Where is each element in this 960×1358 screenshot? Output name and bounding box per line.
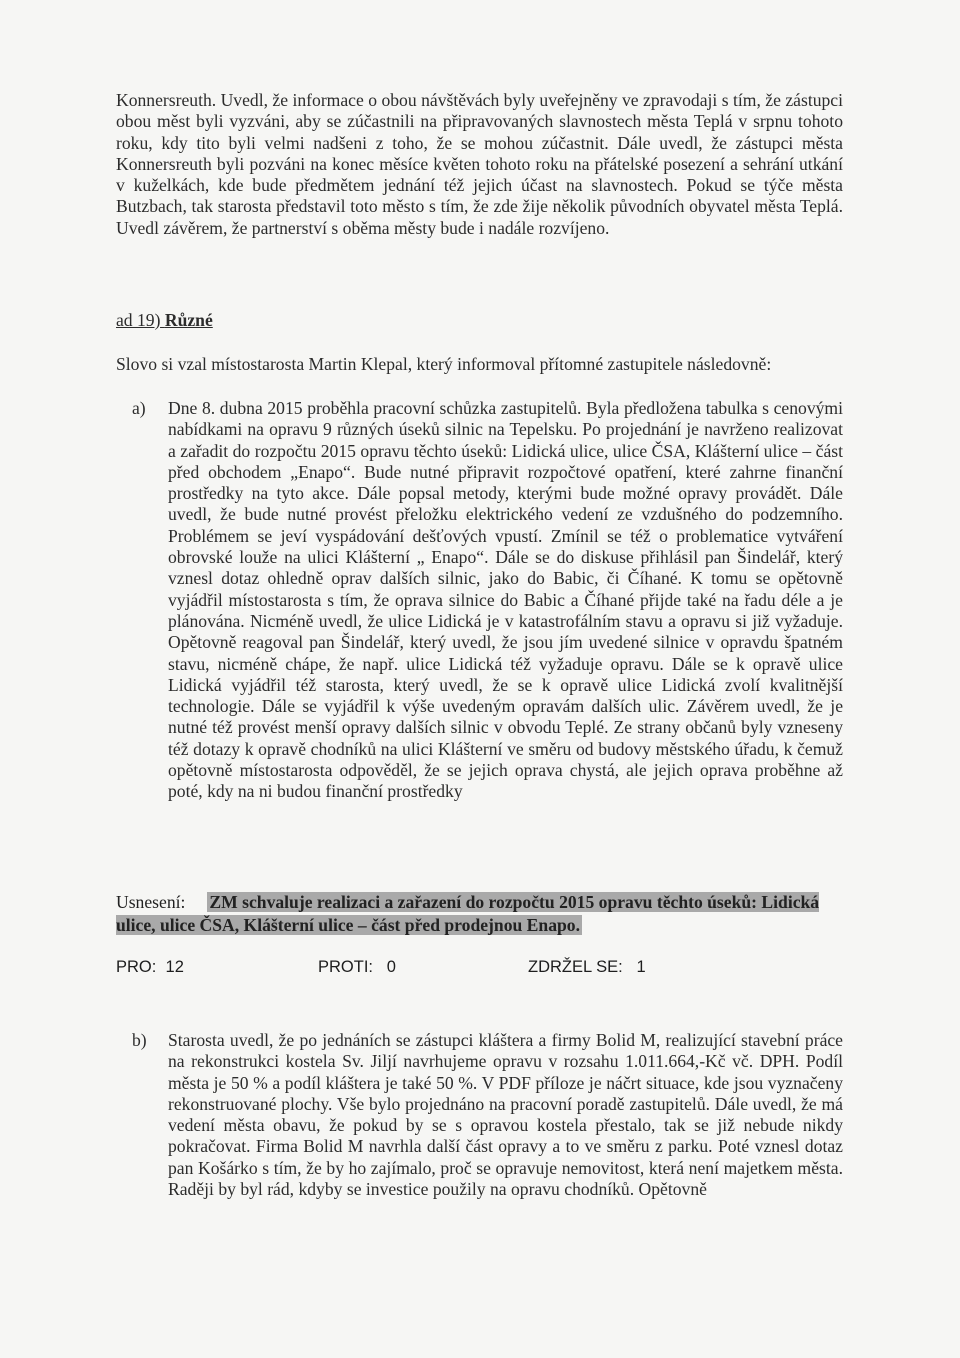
vote-zdrzel-value: 1 [636, 958, 646, 976]
list-item-label: a) [132, 398, 146, 418]
resolution-text: ZM schvaluje realizaci a zařazení do rozpočtu 2015 opravu těchto úseků: Lidická ulice, ulice ČSA, Klášterní ulice – část před prodejnou Enapo. [116, 892, 820, 935]
list-item-text: Starosta uvedl, že po jednáních se zástupci kláštera a firmy Bolid M, realizující stavební práce na rekonstrukci kostela Sv. Jiljí navrhujeme opravu v rozsahu 1.011.664,-Kč vč. DPH. Podíl města je 50 % a podíl kláštera je také 50 %. V PDF příloze je náčrt situace, kde jsou vyznačeny rekonstruované plochy. Vše bylo projednáno na pracovní poradě zastupitelů. Dále uvedl, že má vedení města obavu, že pokud by se s opravou kostela přestalo, tak se již nebude nikdy pokračovat. Firma Bolid M navrhla další část opravy a to ve směru z parku. Poté vznesl dotaz pan Košárko s tím, že by ho zajímalo, proč se opravuje nemovitost, která není majetkem města. Raději by byl rád, kdyby se investice použily na opravu chodníků. Opětovně [168, 1030, 843, 1200]
vote-proti [318, 958, 396, 977]
intro-paragraph: Konnersreuth. Uvedl, že informace o obou návštěvách byly uveřejněny ve zpravodaji s tím, že zástupci obou měst byli vyzváni, aby se zúčastnili na připravovaných slavnostech města Teplá v srpnu tohoto roku, kdy tito byli velmi nadšeni z toho, že se mohou zúčastnit. Dále uvedl, že zástupci města Konnersreuth byli pozváni na konec měsíce květen tohoto roku na přátelské posezení a sehrání utkání v kuželkách, kde bude předmětem jednání též jejich účast na slavnostech. Pokud se týče města Butzbach, tak starosta představil toto město s tím, že zde žije několik původních obyvatel města Teplá. Uvedl závěrem, že partnerství s oběma městy bude i nadále rozvíjeno. [116, 90, 843, 238]
vote-proti-label: PROTI: [318, 958, 374, 976]
section-heading [116, 310, 843, 331]
vote-result [116, 958, 843, 982]
vote-proti-value: 0 [386, 958, 396, 976]
vote-pro-label: PRO: [116, 958, 157, 976]
resolution-label: Usnesení: [116, 892, 186, 912]
intro-statement: Slovo si vzal místostarosta Martin Klepal, který informoval přítomné zastupitele následovně: [116, 354, 772, 374]
vote-pro [116, 958, 184, 977]
list-item-label: b) [132, 1030, 147, 1050]
resolution [116, 891, 843, 937]
section-title: Různé [164, 310, 213, 330]
vote-zdrzel [528, 958, 646, 977]
vote-pro-value: 12 [165, 958, 184, 976]
section-number: ad 19) [116, 310, 161, 330]
list-item-text: Dne 8. dubna 2015 proběhla pracovní schůzka zastupitelů. Byla předložena tabulka s cenovými nabídkami na opravu 9 různých úseků silnic na Tepelsku. Po projednání je navrženo realizovat a zařadit do rozpočtu 2015 opravu těchto úseků: Lidická ulice, ulice ČSA, Klášterní ulice – část před obchodem „Enapo“. Bude nutné připravit rozpočtové opatření, které zahrne finanční prostředky na tyto akce. Dále popsal metody, kterými bude možné opravy provádět. Dále uvedl, že bude nutné provést přeložku elektrického vedení ze vzdušného do podzemního. Problémem se jeví vyspádování dešťových vpustí. Zmínil se též o problematice vytváření obrovské louže na ulici Klášterní „ Enapo“. Dále se do diskuse přihlásil pan Šindelář, který vznesl dotaz ohledně oprav dalších silnic, jako do Babic, či Číhané. K tomu se opětovně vyjádřil místostarosta s tím, že oprava silnice do Babic a Číhané přijde také na řadu déle a je plánována. Nicméně uvedl, že ulice Lidická je v katastrofálním stavu a opravu si již vyžaduje. Opětovně reagoval pan Šindelář, který uvedl, že jsou jím uvedené silnice v opravdu špatném stavu, nicméně chápe, že např. ulice Lidická též vyžaduje opravu. Dále se k opravě ulice Lidická vyjádřil též starosta, který uvedl, že se k opravě ulice Lidická zvolí kvalitnější technologie. Dále se vyjádřil k výše uvedeným opravám dalších ulic. Závěrem uvedl, že je nutné též provést menší opravy dalších silnic v obvodu Teplé. Ze strany občanů byly vzneseny též dotazy k opravě chodníků na ulici Klášterní ve směru od budovy městského úřadu, k čemuž opětovně místostarosta odpověděl, že se jejich oprava chystá, ale jejich oprava proběhne až poté, kdy na ni budou finanční prostředky [168, 398, 843, 802]
vote-zdrzel-label: ZDRŽEL SE: [528, 958, 623, 976]
